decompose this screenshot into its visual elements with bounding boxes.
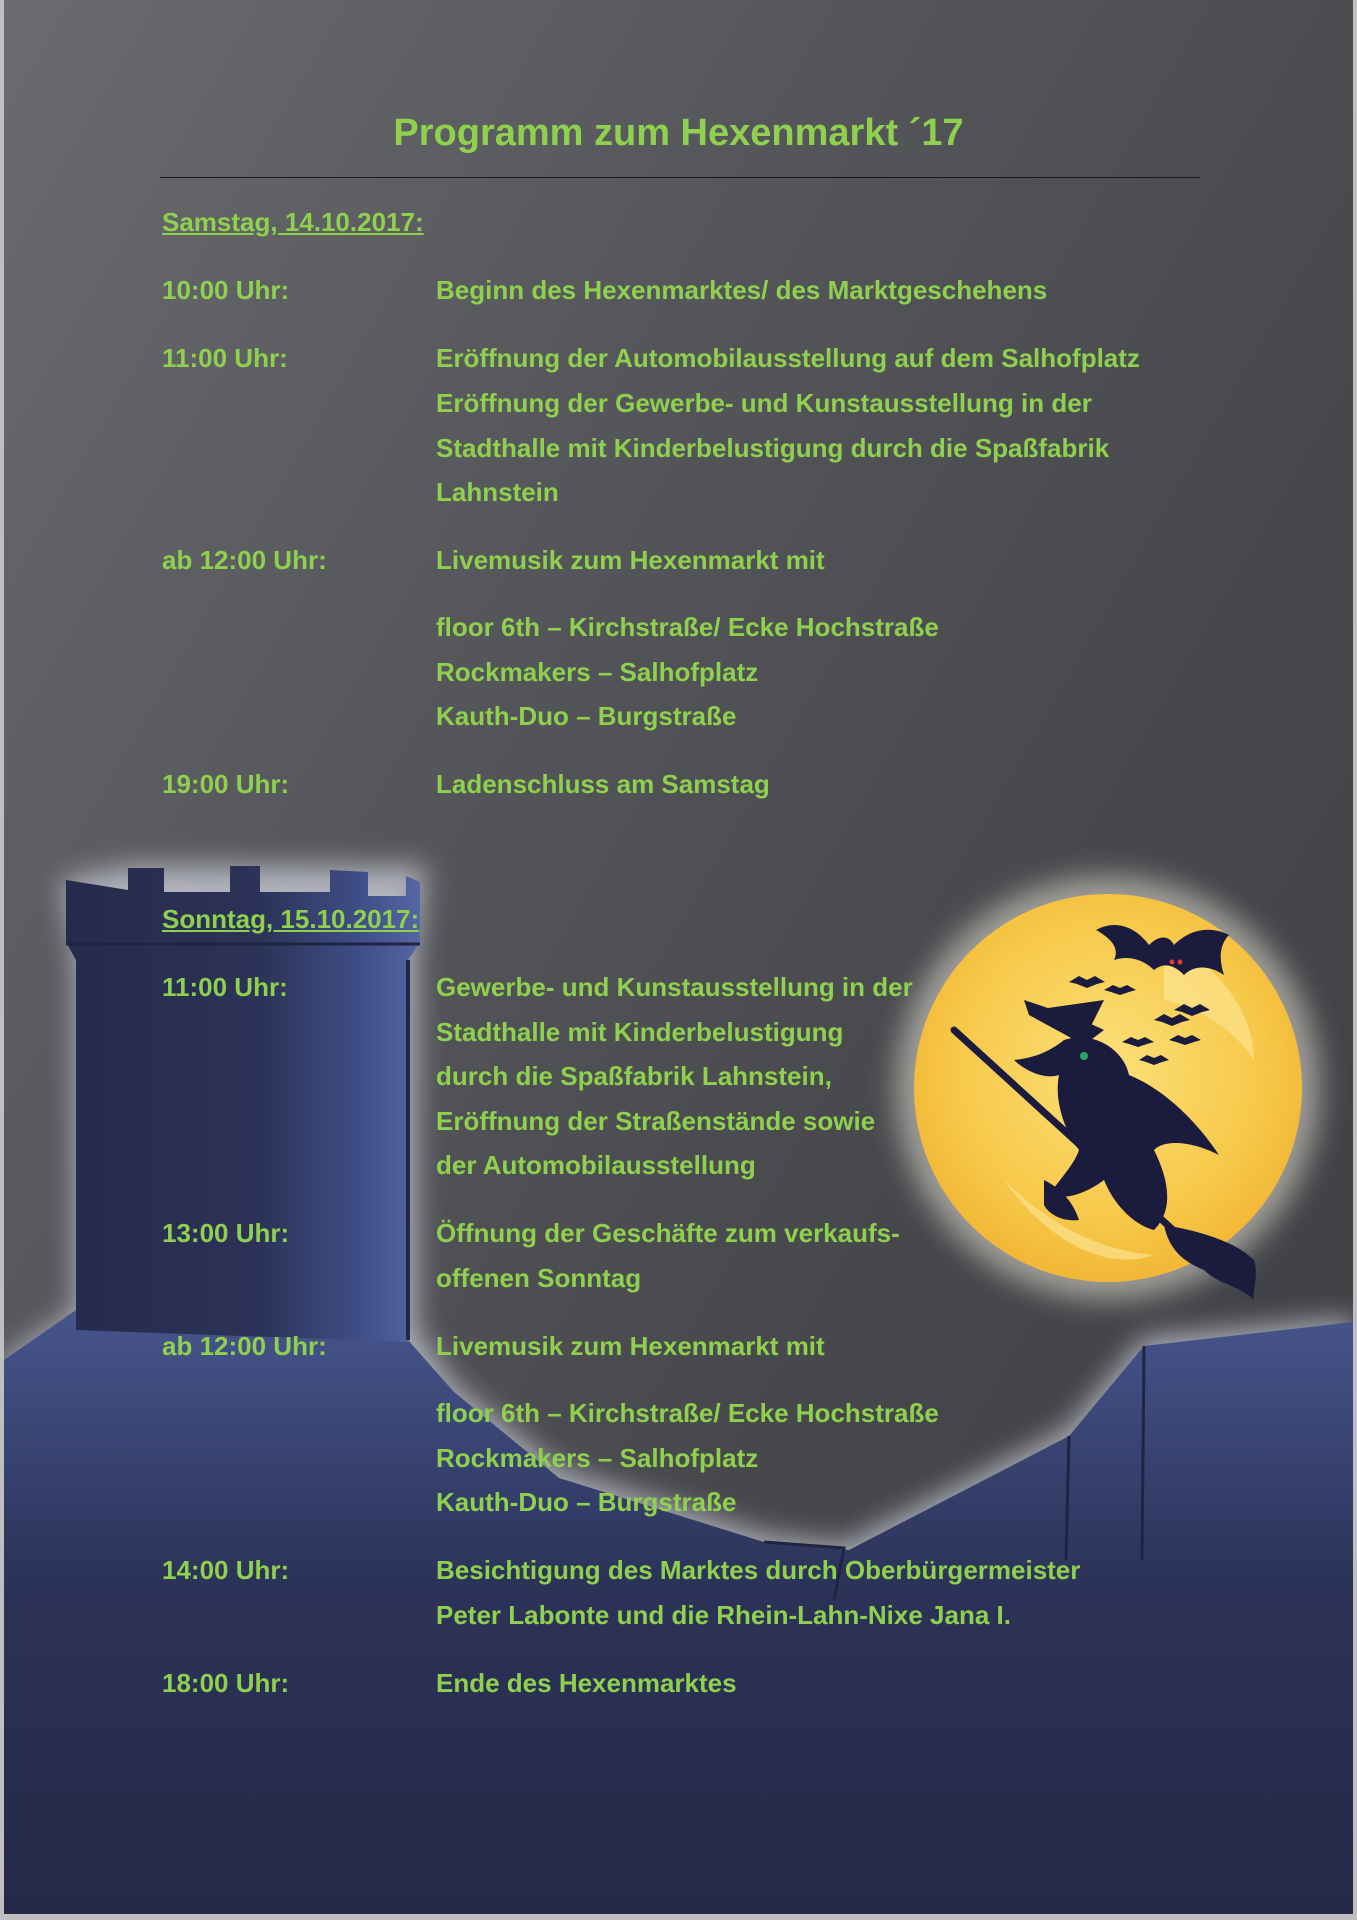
sun-desc-3-line-1: Livemusik zum Hexenmarkt mit xyxy=(436,1331,825,1361)
sat-band-3: Kauth-Duo – Burgstraße xyxy=(436,701,737,731)
sat-desc-2-line-1: Eröffnung der Automobilausstellung auf dem Salhofplatz xyxy=(436,343,1140,373)
sat-desc-1-line-1: Beginn des Hexenmarktes/ des Marktgeschehens xyxy=(436,275,1048,305)
sat-band-1: floor 6th – Kirchstraße/ Ecke Hochstraße xyxy=(436,612,939,642)
sat-desc-2-line-2: Eröffnung der Gewerbe- und Kunstausstellung in der xyxy=(436,388,1092,418)
sat-band-2: Rockmakers – Salhofplatz xyxy=(436,657,759,687)
sun-desc-1-line-1: Gewerbe- und Kunstausstellung in der xyxy=(436,972,913,1002)
sun-desc-2-line-2: offenen Sonntag xyxy=(436,1263,642,1293)
sun-band-2: Rockmakers – Salhofplatz xyxy=(436,1443,759,1473)
page-title: Programm zum Hexenmarkt ´17 xyxy=(393,112,964,154)
sun-band-1: floor 6th – Kirchstraße/ Ecke Hochstraße xyxy=(436,1398,939,1428)
sat-desc-2-line-3: Stadthalle mit Kinderbelustigung durch die Spaßfabrik xyxy=(436,433,1110,463)
sun-desc-1-line-2: Stadthalle mit Kinderbelustigung xyxy=(436,1017,844,1047)
sun-desc-5-line-2: Peter Labonte und die Rhein-Lahn-Nixe Jana I. xyxy=(436,1600,1011,1630)
sat-desc-2-line-4: Lahnstein xyxy=(436,477,559,507)
sat-desc-3-line-1: Livemusik zum Hexenmarkt mit xyxy=(436,545,825,575)
sat-desc-5-line-1: Ladenschluss am Samstag xyxy=(436,769,770,799)
title-divider xyxy=(160,177,1200,178)
sun-desc-1-line-5: der Automobilausstellung xyxy=(436,1150,756,1180)
sun-time-2: 13:00 Uhr: xyxy=(162,1218,290,1248)
sat-time-2: 11:00 Uhr: xyxy=(162,343,288,373)
flyer-page xyxy=(4,0,1353,1914)
sun-time-6: 18:00 Uhr: xyxy=(162,1668,290,1698)
sat-time-1: 10:00 Uhr: xyxy=(162,275,290,305)
sun-desc-5-line-1: Besichtigung des Marktes durch Oberbürgermeister xyxy=(436,1555,1081,1585)
sun-desc-1-line-3: durch die Spaßfabrik Lahnstein, xyxy=(436,1061,832,1091)
sat-time-5: 19:00 Uhr: xyxy=(162,769,290,799)
sunday-heading: Sonntag, 15.10.2017: xyxy=(162,904,420,934)
sun-time-3: ab 12:00 Uhr: xyxy=(162,1331,327,1361)
sun-desc-2-line-1: Öffnung der Geschäfte zum verkaufs- xyxy=(436,1218,900,1248)
program-content xyxy=(4,0,1353,1914)
sun-desc-6-line-1: Ende des Hexenmarktes xyxy=(436,1668,737,1698)
sat-time-3: ab 12:00 Uhr: xyxy=(162,545,327,575)
sun-band-3: Kauth-Duo – Burgstraße xyxy=(436,1487,737,1517)
sun-time-1: 11:00 Uhr: xyxy=(162,972,288,1002)
saturday-heading: Samstag, 14.10.2017: xyxy=(162,207,424,237)
sun-time-5: 14:00 Uhr: xyxy=(162,1555,290,1585)
sun-desc-1-line-4: Eröffnung der Straßenstände sowie xyxy=(436,1106,876,1136)
